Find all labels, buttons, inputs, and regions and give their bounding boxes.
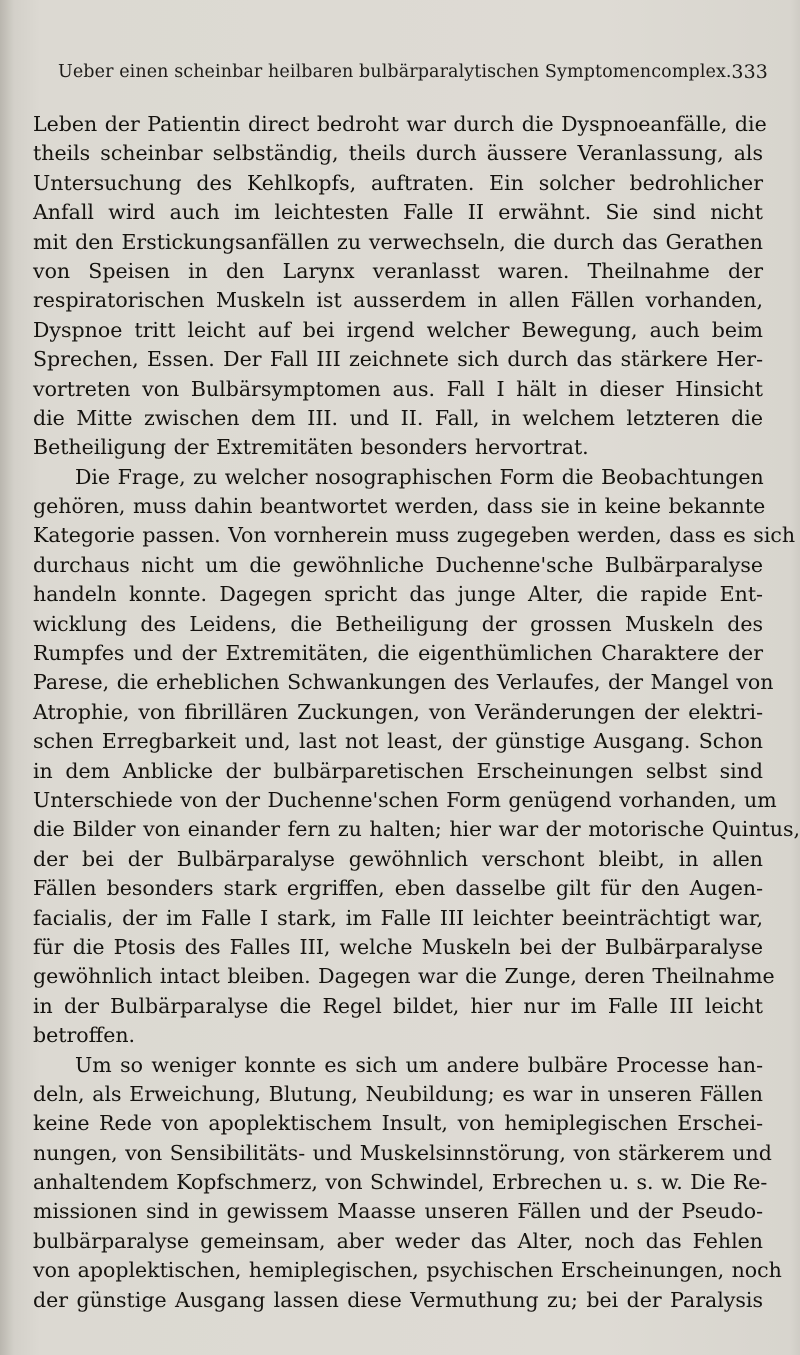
text-line: keine Rede von apoplektischem Insult, von hemiplegischen Erschei- [33,1111,763,1136]
text-line: Rumpfes und der Extremitäten, die eigenthümlichen Charaktere der [33,641,763,666]
text-line: Fällen besonders stark ergriffen, eben dasselbe gilt für den Augen- [33,876,763,901]
page-number: 333 [731,61,768,83]
text-line: Kategorie passen. Von vornherein muss zugegeben werden, dass es sich [33,523,796,548]
text-line: Parese, die erheblichen Schwankungen des Verlaufes, der Mangel von [33,670,774,695]
text-line: gehören, muss dahin beantwortet werden, dass sie in keine bekannte [33,494,766,519]
text-line: bulbärparalyse gemeinsam, aber weder das Alter, noch das Fehlen [33,1228,763,1253]
text-line: Anfall wird auch im leichtesten Falle II erwähnt. Sie sind nicht [33,200,763,225]
text-line: in dem Anblicke der bulbärparetischen Erscheinungen selbst sind [33,758,763,783]
text-line: anhaltendem Kopfschmerz, von Schwindel, Erbrechen u. s. w. Die Re- [33,1170,768,1195]
text-line: theils scheinbar selbständig, theils durch äussere Veranlassung, als [33,141,763,166]
text-line: facialis, der im Falle I stark, im Falle III leichter beeinträchtigt war, [33,905,763,930]
text-line: Untersuchung des Kehlkopfs, auftraten. Ein solcher bedrohlicher [33,170,763,195]
text-line: gewöhnlich intact bleiben. Dagegen war die Zunge, deren Theilnahme [33,964,775,989]
text-line: nungen, von Sensibilitäts- und Muskelsinnstörung, von stärkerem und [33,1140,772,1165]
paragraph-last-line: Betheiligung der Extremitäten besonders hervortrat. [33,435,589,460]
paragraph-first-line: Um so weniger konnte es sich um andere bulbäre Processe han- [75,1052,763,1077]
text-line: von Speisen in den Larynx veranlasst waren. Theilnahme der [33,258,763,283]
text-line: Unterschiede von der Duchenne'schen Form genügend vorhanden, um [33,787,777,812]
text-line: die Bilder von einander fern zu halten; hier war der motorische Quintus, [33,817,800,842]
text-line: handeln konnte. Dagegen spricht das junge Alter, die rapide Ent- [33,582,763,607]
running-title: Ueber einen scheinbar heilbaren bulbärparalytischen Symptomencomplex. [58,62,732,82]
text-line: der günstige Ausgang lassen diese Vermuthung zu; bei der Paralysis [33,1287,763,1312]
text-line: schen Erregbarkeit und, last not least, der günstige Ausgang. Schon [33,729,763,754]
text-line: von apoplektischen, hemiplegischen, psychischen Erscheinungen, noch [33,1258,782,1283]
text-line: Leben der Patientin direct bedroht war durch die Dyspnoeanfälle, die [33,112,767,136]
text-line: mit den Erstickungsanfällen zu verwechseln, die durch das Gerathen [33,229,763,254]
text-line: durchaus nicht um die gewöhnliche Duchenne'sche Bulbärparalyse [33,552,763,577]
text-line: wicklung des Leidens, die Betheiligung der grossen Muskeln des [33,611,763,636]
text-line: die Mitte zwischen dem III. und II. Fall, in welchem letzteren die [33,405,763,430]
paragraph-first-line: Die Frage, zu welcher nosographischen Form die Beobachtungen [75,464,764,489]
text-line: missionen sind in gewissem Maasse unseren Fällen und der Pseudo- [33,1199,763,1224]
text-line: deln, als Erweichung, Blutung, Neubildung; es war in unseren Fällen [33,1081,763,1106]
text-line: Atrophie, von fibrillären Zuckungen, von Veränderungen der elektri- [33,699,763,724]
text-line: vortreten von Bulbärsymptomen aus. Fall I hält in dieser Hinsicht [33,376,763,401]
text-line: Sprechen, Essen. Der Fall III zeichnete sich durch das stärkere Her- [33,347,763,372]
paragraph-last-line: betroffen. [33,1023,136,1048]
body-text [33,110,800,1315]
text-line: für die Ptosis des Falles III, welche Muskeln bei der Bulbärparalyse [33,934,763,959]
text-line: respiratorischen Muskeln ist ausserdem in allen Fällen vorhanden, [33,288,763,313]
text-line: der bei der Bulbärparalyse gewöhnlich verschont bleibt, in allen [33,846,763,871]
text-line: in der Bulbärparalyse die Regel bildet, hier nur im Falle III leicht [33,993,763,1018]
text-line: Dyspnoe tritt leicht auf bei irgend welcher Bewegung, auch beim [33,317,763,342]
